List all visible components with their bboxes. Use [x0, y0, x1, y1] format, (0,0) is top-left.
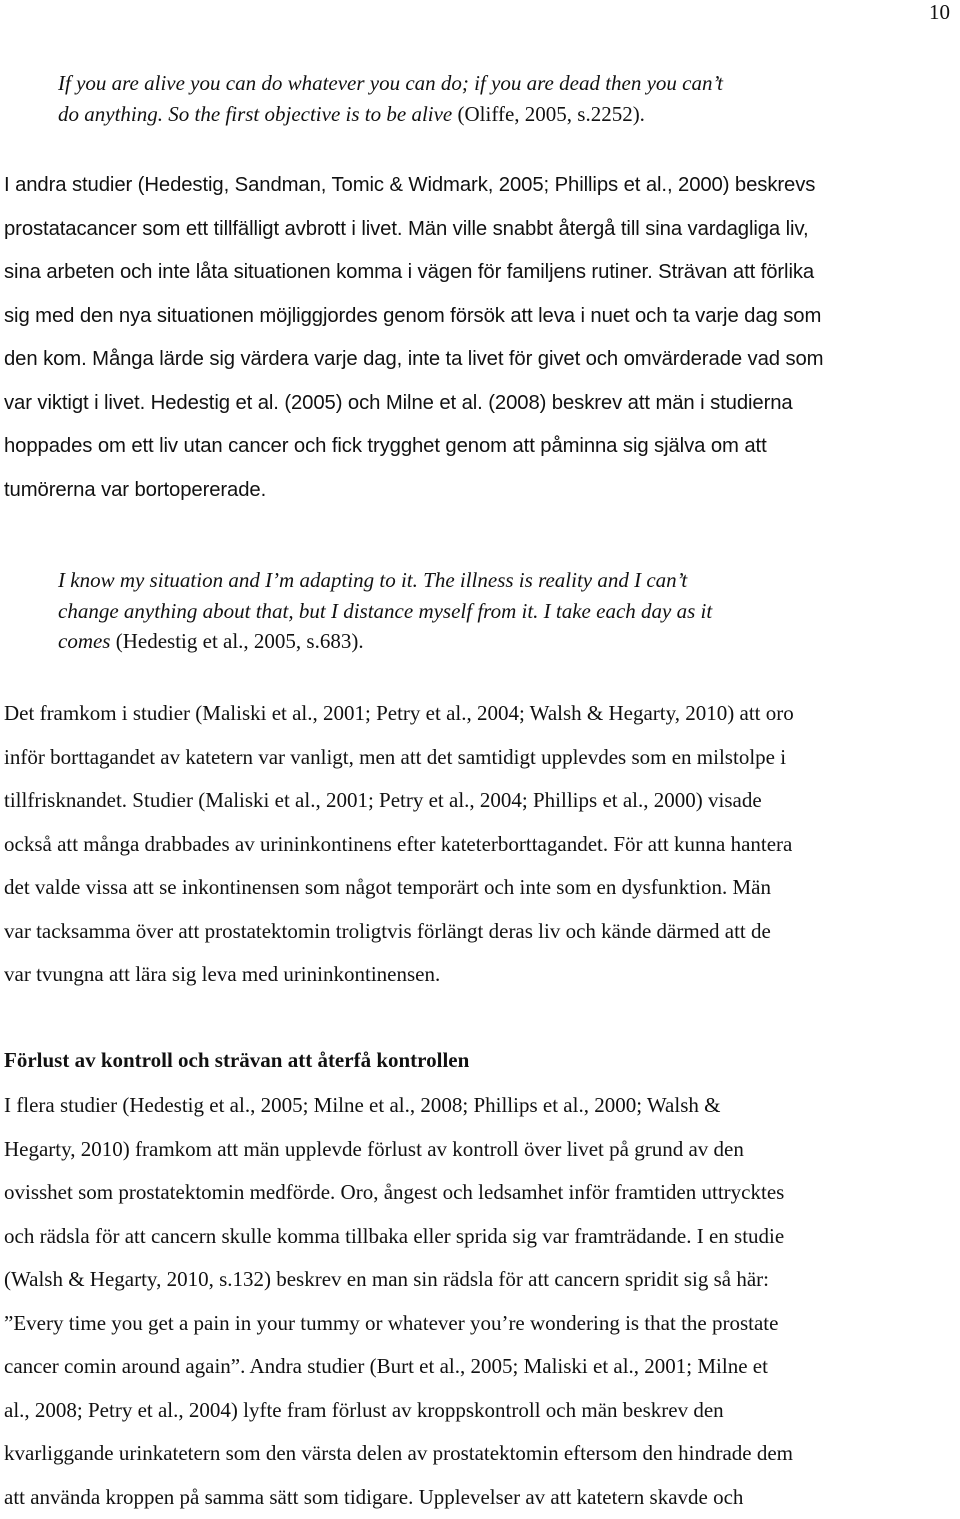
paragraph-line: inför borttagandet av katetern var vanligt, men att det samtidigt upplevdes som en milstolpe i	[4, 736, 956, 780]
paragraph-catheter-removal	[4, 692, 956, 997]
paragraph-line: I andra studier (Hedestig, Sandman, Tomic & Widmark, 2005; Phillips et al., 2000) beskrevs	[4, 164, 956, 208]
quote-line	[58, 626, 938, 657]
paragraph-line: Hegarty, 2010) framkom att män upplevde förlust av kontroll över livet på grund av den	[4, 1128, 956, 1172]
paragraph-line: ovisshet som prostatektomin medförde. Oro, ångest och ledsamhet inför framtiden uttrycktes	[4, 1171, 956, 1215]
paragraph-line: cancer comin around again”. Andra studier (Burt et al., 2005; Maliski et al., 2001; Milne et	[4, 1345, 956, 1389]
paragraph-loss-of-control	[4, 1084, 956, 1519]
quote-line: I know my situation and I’m adapting to it. The illness is reality and I can’t	[58, 565, 938, 596]
paragraph-line: al., 2008; Petry et al., 2004) lyfte fram förlust av kroppskontroll och män beskrev den	[4, 1389, 956, 1433]
paragraph-line: I flera studier (Hedestig et al., 2005; Milne et al., 2008; Phillips et al., 2000; Walsh &	[4, 1084, 956, 1128]
paragraph-line: Det framkom i studier (Maliski et al., 2001; Petry et al., 2004; Walsh & Hegarty, 2010) att oro	[4, 692, 956, 736]
paragraph-line: det valde vissa att se inkontinensen som något temporärt och inte som en dysfunktion. Män	[4, 866, 956, 910]
paragraph-line: var tacksamma över att prostatektomin troligtvis förlängt deras liv och kände därmed att de	[4, 910, 956, 954]
paragraph-living-in-present	[4, 164, 956, 512]
quote-text: do anything. So the first objective is to be alive	[58, 102, 452, 126]
paragraph-line: att använda kroppen på samma sätt som tidigare. Upplevelser av att katetern skavde och	[4, 1476, 956, 1519]
paragraph-line: var viktigt i livet. Hedestig et al. (2005) och Milne et al. (2008) beskrev att män i studierna	[4, 382, 956, 426]
quote-line: If you are alive you can do whatever you can do; if you are dead then you can’t	[58, 68, 938, 99]
section-heading: Förlust av kontroll och strävan att återfå kontrollen	[4, 1045, 469, 1075]
paragraph-line: tillfrisknandet. Studier (Maliski et al., 2001; Petry et al., 2004; Phillips et al., 2000) visade	[4, 779, 956, 823]
quote-line: change anything about that, but I distance myself from it. I take each day as it	[58, 596, 938, 627]
paragraph-line: och rädsla för att cancern skulle komma tillbaka eller sprida sig var framträdande. I en studie	[4, 1215, 956, 1259]
paragraph-line: sig med den nya situationen möjliggjordes genom försök att leva i nuet och ta varje dag som	[4, 295, 956, 339]
quote-line	[58, 99, 938, 130]
paragraph-line: också att många drabbades av urininkontinens efter kateterborttagandet. För att kunna hantera	[4, 823, 956, 867]
paragraph-line: den kom. Många lärde sig värdera varje dag, inte ta livet för givet och omvärderade vad som	[4, 338, 956, 382]
block-quote-oliffe	[58, 68, 938, 129]
paragraph-line: sina arbeten och inte låta situationen komma i vägen för familjens rutiner. Strävan att förlika	[4, 251, 956, 295]
quote-text: comes	[58, 629, 110, 653]
paragraph-line: prostatacancer som ett tillfälligt avbrott i livet. Män ville snabbt återgå till sina vardagliga liv,	[4, 208, 956, 252]
block-quote-hedestig	[58, 565, 938, 657]
paragraph-line: var tvungna att lära sig leva med urininkontinensen.	[4, 953, 956, 997]
quote-citation: (Oliffe, 2005, s.2252).	[452, 102, 645, 126]
paragraph-line: kvarliggande urinkatetern som den värsta delen av prostatektomin eftersom den hindrade dem	[4, 1432, 956, 1476]
paragraph-line: (Walsh & Hegarty, 2010, s.132) beskrev en man sin rädsla för att cancern spridit sig så här:	[4, 1258, 956, 1302]
paragraph-line: tumörerna var bortopererade.	[4, 469, 956, 513]
paragraph-line: ”Every time you get a pain in your tummy or whatever you’re wondering is that the prostate	[4, 1302, 956, 1346]
quote-citation: (Hedestig et al., 2005, s.683).	[110, 629, 363, 653]
paragraph-line: hoppades om ett liv utan cancer och fick trygghet genom att påminna sig själva om att	[4, 425, 956, 469]
page-number: 10	[929, 0, 950, 24]
